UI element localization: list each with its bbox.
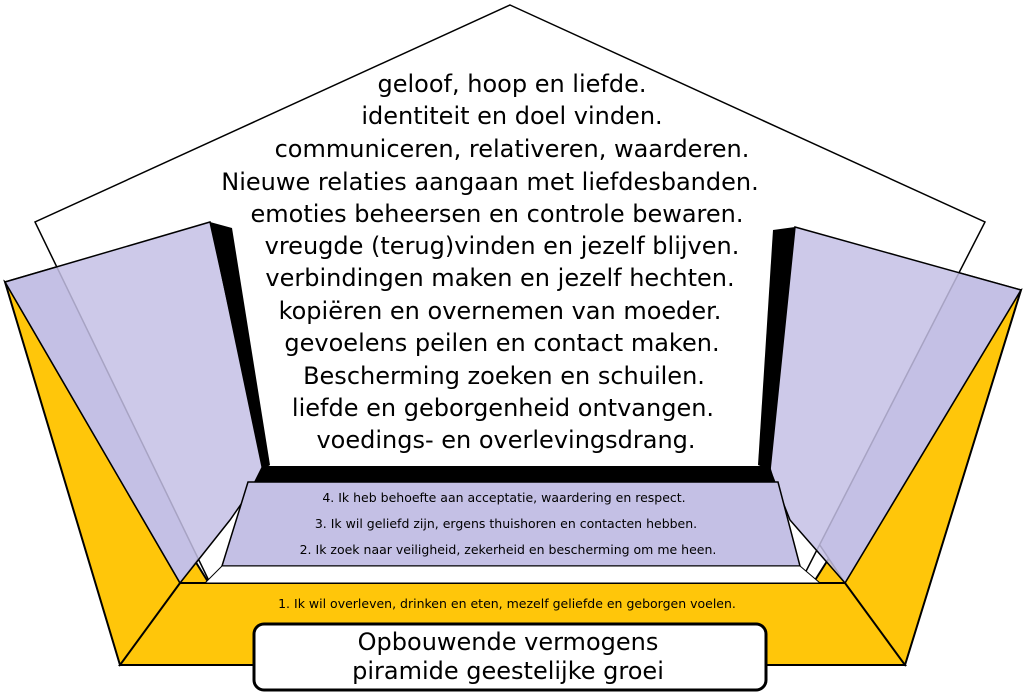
- top-line: geloof, hoop en liefde.: [377, 70, 647, 98]
- label-line-1: Opbouwende vermogens: [357, 628, 659, 656]
- top-line: emoties beheersen en controle bewaren.: [250, 200, 744, 228]
- top-line: Nieuwe relaties aangaan met liefdesbanden.: [221, 168, 759, 196]
- top-line: communiceren, relativeren, waarderen.: [274, 135, 750, 163]
- black-ledge: [254, 466, 775, 482]
- top-line: verbindingen maken en jezelf hechten.: [265, 264, 735, 292]
- top-line: vreugde (terug)vinden en jezelf blijven.: [264, 232, 740, 260]
- top-line: liefde en geborgenheid ontvangen.: [291, 394, 715, 422]
- white-strip: [205, 566, 820, 583]
- level-3-text: 3. Ik wil geliefd zijn, ergens thuishoren en contacten hebben.: [314, 516, 698, 531]
- level-4-text: 4. Ik heb behoefte aan acceptatie, waardering en respect.: [322, 490, 686, 505]
- top-line: kopiëren en overnemen van moeder.: [278, 297, 722, 325]
- level-2-text: 2. Ik zoek naar veiligheid, zekerheid en bescherming om me heen.: [299, 542, 717, 557]
- level-1-text: 1. Ik wil overleven, drinken en eten, mezelf geliefde en geborgen voelen.: [278, 596, 736, 611]
- label-line-2: piramide geestelijke groei: [352, 657, 664, 685]
- top-line: voedings- en overlevingsdrang.: [316, 426, 696, 454]
- top-line: identiteit en doel vinden.: [361, 102, 663, 130]
- top-line: gevoelens peilen en contact maken.: [284, 329, 720, 357]
- top-line: Bescherming zoeken en schuilen.: [303, 362, 705, 390]
